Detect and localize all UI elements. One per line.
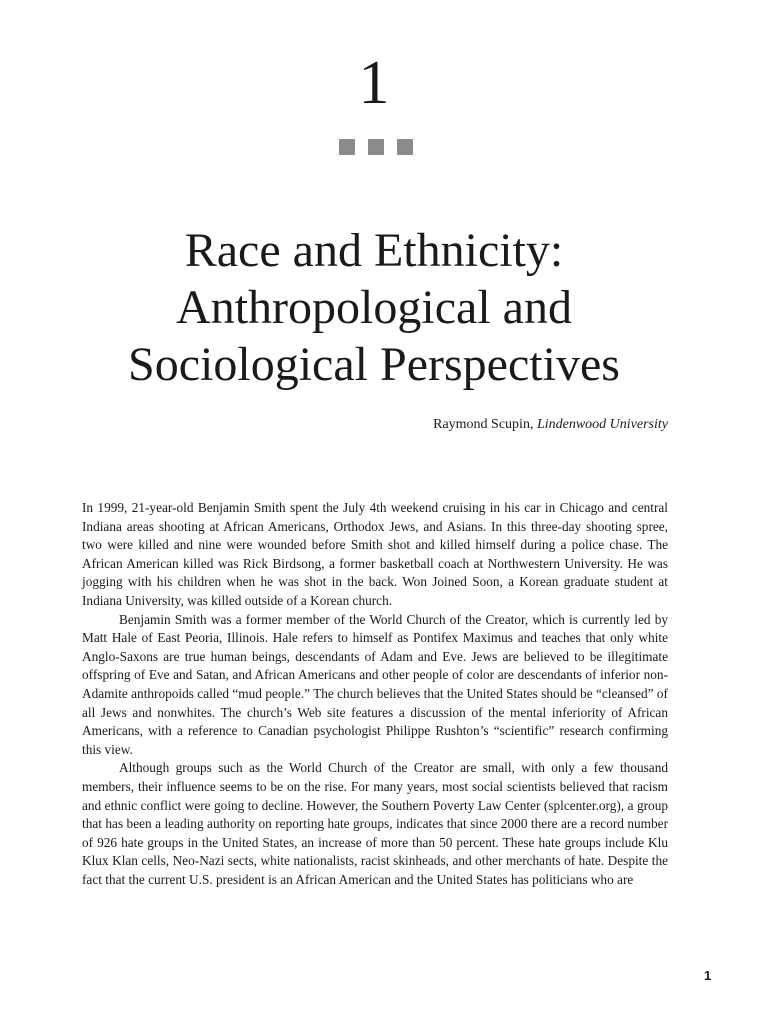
body-text: [82, 499, 668, 889]
chapter-title-line: Anthropological and: [176, 281, 572, 334]
page-number: 1: [704, 968, 712, 983]
chapter-number: 1: [358, 49, 390, 117]
author-line: [433, 416, 668, 434]
chapter-ornament: [339, 139, 413, 155]
ornament-square: [368, 139, 384, 155]
paragraph: Although groups such as the World Church of the Creator are small, with only a few thousand members, their influence seems to be on the rise. For many years, most social scientists believed that racism and ethnic conflict were going to decline. However, the Southern Poverty Law Center (splcenter.org), a group that has been a leading authority on reporting hate groups, indicates that since 2000 there are a record number of 926 hate groups in the United States, an increase of more than 50 percent. These hate groups include Klu Klux Klan cells, Neo-Nazi sects, white nationalists, racist skinheads, and other merchants of hate. Despite the fact that the current U.S. president is an African American and the United States has politicians who are: [82, 760, 668, 887]
chapter-title-line: Race and Ethnicity:: [184, 224, 564, 277]
paragraph: In 1999, 21-year-old Benjamin Smith spent the July 4th weekend cruising in his car in Chicago and central Indiana areas shooting at African Americans, Orthodox Jews, and Asians. In this three-day shooting spree, two were killed and nine were wounded before Smith shot and killed himself during a police chase. The African American killed was Rick Birdsong, a former basketball coach at Northwestern University. He was jogging with his children when he was shot in the back. Won Joined Soon, a Korean graduate student at Indiana University, was killed outside of a Korean church.: [82, 500, 668, 608]
author-name: Raymond Scupin,: [433, 417, 534, 432]
author-affiliation: Lindenwood University: [536, 417, 668, 432]
ornament-square: [339, 139, 355, 155]
chapter-title: [0, 222, 748, 393]
ornament-square: [397, 139, 413, 155]
chapter-title-line: Sociological Perspectives: [128, 338, 620, 391]
paragraph: Benjamin Smith was a former member of the World Church of the Creator, which is currently led by Matt Hale of East Peoria, Illinois. Hale refers to himself as Pontifex Maximus and teaches that only white Anglo-Saxons are true human beings, descendants of Adam and Eve. Jews are believed to be illegitimate offspring of Eve and Satan, and African Americans and other people of color are descendants of inferior non-Adamite anthropoids called “mud people.” The church believes that the United States should be “cleansed” of all Jews and nonwhites. The church’s Web site features a discussion of the mental inferiority of African Americans, with a reference to Canadian psychologist Philippe Rushton’s “scientific” research confirming this view.: [82, 611, 668, 757]
